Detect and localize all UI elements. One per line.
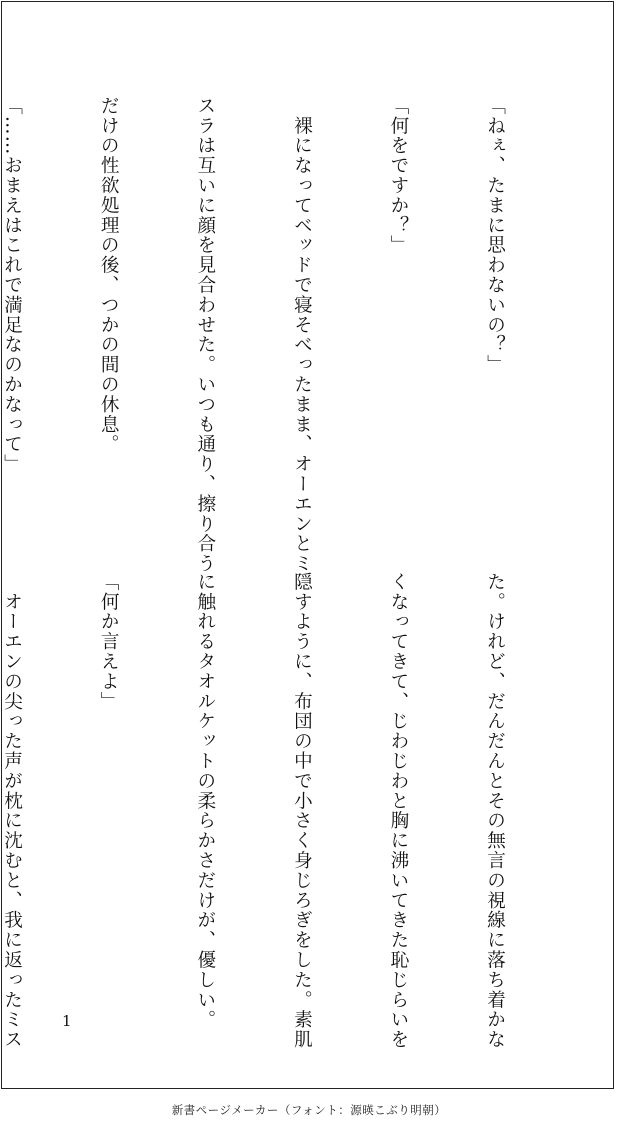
text-line: 隠すように、布団の中で小さく身じろぎをした。素肌	[291, 572, 313, 1050]
text-line: 裸になってベッドで寝そべったまま、オーエンとミ	[291, 96, 313, 574]
text-line: 「……おまえはこれで満足なのかなって」	[1, 96, 23, 475]
text-column-bottom	[1, 572, 575, 1050]
text-line: スラは互いに顔を見合わせた。いつも通り、擦り合う	[194, 96, 216, 574]
text-line: くなってきて、じわじわと胸に沸いてきた恥じらいを	[387, 572, 409, 1050]
text-line: オーエンの尖った声が枕に沈むと、我に返ったミス	[1, 572, 23, 1050]
footer-credit: 新書ページメーカー（フォント：源暎こぶり明朝）	[171, 1103, 447, 1117]
book-page	[1, 1, 614, 1089]
text-line: に触れるタオルケットの柔らかさだけが、優しい。	[194, 572, 216, 1030]
text-line: 「何をですか？」	[387, 96, 409, 256]
text-line: 「何か言えよ」	[98, 572, 120, 712]
text-line: た。けれど、だんだんとその無言の視線に落ち着かな	[484, 572, 506, 1050]
text-line: 「ねぇ、たまに思わないの？」	[484, 96, 506, 375]
text-column-top	[1, 96, 575, 574]
page-number: 1	[62, 1012, 72, 1030]
text-line: だけの性欲処理の後、つかの間の休息。	[98, 96, 120, 455]
